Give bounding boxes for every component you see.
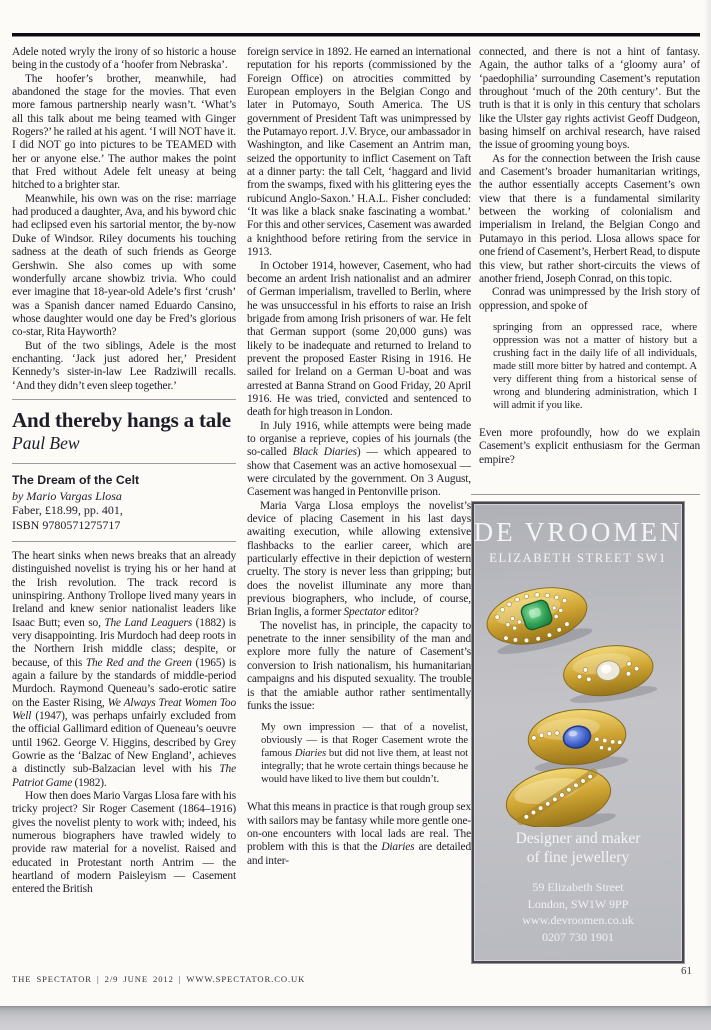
paragraph: Meanwhile, his own was on the rise: marriage had produced a daughter, Ava, and his byword chic had eclipsed even his sartorial mentor, the by-now Duke of Windsor. Riley documents his touching sadness at the death of such friends as George Gershwin. She also comes up with some wonderfully arcane showbiz trivia. Who could ever imagine that 18-year-old Adele’s first ‘crush’ was a Spanish dancer named Eduardo Cansino, whose daughter would one day be Fred’s glorious co-star, Rita Hayworth?	[12, 192, 236, 339]
paragraph: How then does Mario Vargas Llosa fare with his tricky project? Sir Roger Casement (1864–1916) gives the novelist plenty to work with; indeed, his numerous biographers have trawled widely to provide raw material for a novelist. Raised and educated in Protestant north Antrim — the heartland of modern Paisleyism — Casement entered the British	[12, 790, 236, 896]
paragraph: The novelist has, in principle, the capacity to penetrate to the inner sensibility of the man and explore more fully the nature of Casement’s conversion to Irish nationalism, his humanitarian campaigns and his disputed sexuality. The trouble is that the amiable author rather sentimentally funks the issue:	[247, 619, 471, 712]
ad-address-city: London, SW1W 9PP	[527, 896, 629, 911]
paragraph: connected, and there is not a hint of fantasy. Again, the author talks of a ‘gloomy aura’ of ‘paedophilia’ surrounding Casement’s reputation throughout ‘much of the 20th century’. But the truth is that it is only in this century that scholars like the Ulster gay rights activist Geoff Dudgeon, basing himself on archival research, have raised the issue of grooming young boys.	[479, 46, 700, 152]
block-quote: springing from an oppressed race, where oppression was not a matter of history but a crushing fact in the daily life of all individuals, made still more bitter by hatred and contempt. A very different thing from a historical sense of wrong and blundering administration, which I will admit if you like.	[493, 320, 697, 411]
paragraph: The hoofer’s brother, meanwhile, had abandoned the stage for the movies. That even more famous partnership nearly wasn’t. ‘What’s all this talk about me being teamed with Ginger Rogers?’ he railed at his agent. ‘I will NOT have it. I did NOT go into pictures to be TEAMED with her or anyone else.’ The author makes the point that Fred without Adele felt uneasy at being hitched to a brighter star.	[12, 72, 236, 192]
page-number: 61	[681, 965, 692, 977]
paragraph: Adele noted wryly the irony of so historic a house being in the custody of a ‘hoofer from Nebraska’.	[12, 46, 236, 72]
paragraph: foreign service in 1892. He earned an international reputation for his reports (commissioned by the Foreign Office) on atrocities committed by European employers in the Belgian Congo and later in Putomayo, South America. The US government of President Taft was unimpressed by the Putamayo report. J.V. Bryce, our ambassador in Washington, and like Casement an Antrim man, seized the opportunity to inflict Casement on Taft at a dinner party: the tall Celt, ‘haggard and livid from the swamps, fixed with his glittering eyes the rubicund Anglo-Saxon.’ H.A.L. Fisher concluded: ‘It was like a black snake fascinating a wombat.’ For this and other services, Casement was awarded a knighthood before retiring from the service in 1913.	[247, 46, 471, 259]
section-rule	[12, 399, 236, 400]
masthead-rule	[12, 33, 700, 37]
ad-address	[522, 879, 634, 945]
ad-website: www.devroomen.co.uk	[522, 913, 634, 927]
ad-separator-rule	[471, 494, 700, 495]
review-title: And thereby hangs a tale	[12, 407, 231, 432]
ad-tagline-line2: of fine jewellery	[526, 849, 630, 866]
block-quote: My own impression — that of a novelist, obviously — is that Roger Casement wrote the famous Diaries but did not live them, at least not integrally; that he wrote certain things because he would have liked to live them but couldn’t.	[261, 721, 468, 786]
paragraph: What this means in practice is that rough group sex with sailors may be fantasy while more gentle one-on-one encounters with local lads are real. The problem with this is that the Diaries are detailed and inter-	[247, 801, 471, 867]
book-title: The Dream of the Celt	[12, 472, 140, 487]
book-detail: by Mario Vargas Llosa	[12, 488, 122, 503]
section-rule	[12, 463, 236, 464]
ad-brand-name: DE VROOMEN	[473, 517, 683, 547]
jewellery-ad	[472, 502, 684, 963]
paragraph: In October 1914, however, Casement, who had become an ardent Irish nationalist and an admirer of German imperialism, travelled to Berlin, where he was unsuccessful in his efforts to raise an Irish brigade from among Irish prisoners of war. He felt that German support (some 20,000 guns) was likely to be inadequate and returned to Ireland to prevent the proposed Easter Rising in 1916. He sailed for Ireland on a German U-boat and was arrested at Banna Strand on Good Friday, 20 April 1916. He was tried, convicted and sentenced to death for high treason in London.	[247, 259, 471, 419]
scan-bottom-edge	[0, 1006, 711, 1030]
text-column-1	[12, 46, 236, 974]
gold-rings-photo	[480, 569, 676, 827]
paragraph: In July 1916, while attempts were being made to organise a reprieve, copies of his journals (the so-called Black Diaries) — which appeared to show that Casement was an active homosexual — were circulated by the government. On 3 August, Casement was hanged in Pentonville prison.	[247, 419, 471, 499]
ad-tagline-line1: Designer and maker	[515, 830, 641, 847]
paragraph: Maria Varga Llosa employs the novelist’s device of placing Casement in his last days awaiting execution, while allowing extensive flashbacks to the earlier career, which are particularly effective in their depiction of western cruelty. The story is never less than gripping; but does the novelist illuminate any more than previous biographers, who include, of course, Brian Inglis, a former Spectator editor?	[247, 499, 471, 619]
paragraph: The heart sinks when news breaks that an already distinguished novelist is trying his or her hand at the Irish revolution. The track record is uninspiring. Anthony Trollope lived many years in Ireland and knew senior nationalist leaders like Isaac Butt; even so, The Land Leaguers (1882) is very disappointing. Iris Murdoch had deep roots in the Northern Irish middle class; despite, or because, of this The Red and the Green (1965) is again a failure by the standards of middle-period Murdoch. Raymond Queneau’s sado-erotic satire on the Easter Rising, We Always Treat Women Too Well (1947), was perhaps unfairly excluded from the official Gallimard edition of Queneau’s oeuvre until 1962. George V. Higgins, described by Grey Gowrie as the ‘Balzac of New England’, achieves a distinctly sub-Balzacian level with his The Patriot Game (1982).	[12, 549, 236, 789]
paragraph: Conrad was unimpressed by the Irish story of oppression, and spoke of	[479, 286, 700, 312]
book-detail: ISBN 9780571275717	[12, 517, 121, 532]
review-author: Paul Bew	[12, 432, 80, 453]
text-column-2	[247, 46, 471, 974]
section-rule	[12, 541, 236, 542]
ad-location: ELIZABETH STREET SW1	[489, 551, 667, 565]
text-column-3	[479, 46, 700, 498]
ad-phone: 0207 730 1901	[542, 929, 614, 944]
paragraph: But of the two siblings, Adele is the most enchanting. ‘Jack just adored her,’ President Kennedy’s sister-in-law Lee Radziwill recalls. ‘And they didn’t even sleep together.’	[12, 339, 236, 392]
page-footer: THE SPECTATOR | 2/9 JUNE 2012 | WWW.SPECTATOR.CO.UK	[12, 974, 306, 984]
ad-tagline	[516, 829, 641, 867]
paragraph: Even more profoundly, how do we explain Casement’s explicit enthusiasm for the German empire?	[479, 426, 700, 466]
paragraph: As for the connection between the Irish cause and Casement’s broader humanitarian writings, the author essentially accepts Casement’s own view that there is a fundamental similarity between the working of colonialism and imperialism in Ireland, the Belgian Congo and Putamayo in this period. Llosa allows space for one friend of Casement’s, Herbert Read, to dispute this view, but rather short-circuits the views of another friend, Joseph Conrad, on this topic.	[479, 152, 700, 285]
book-detail: Faber, £18.99, pp. 401,	[12, 503, 123, 518]
scan-page-edge	[704, 0, 711, 1030]
ad-address-street: 59 Elizabeth Street	[532, 880, 624, 894]
